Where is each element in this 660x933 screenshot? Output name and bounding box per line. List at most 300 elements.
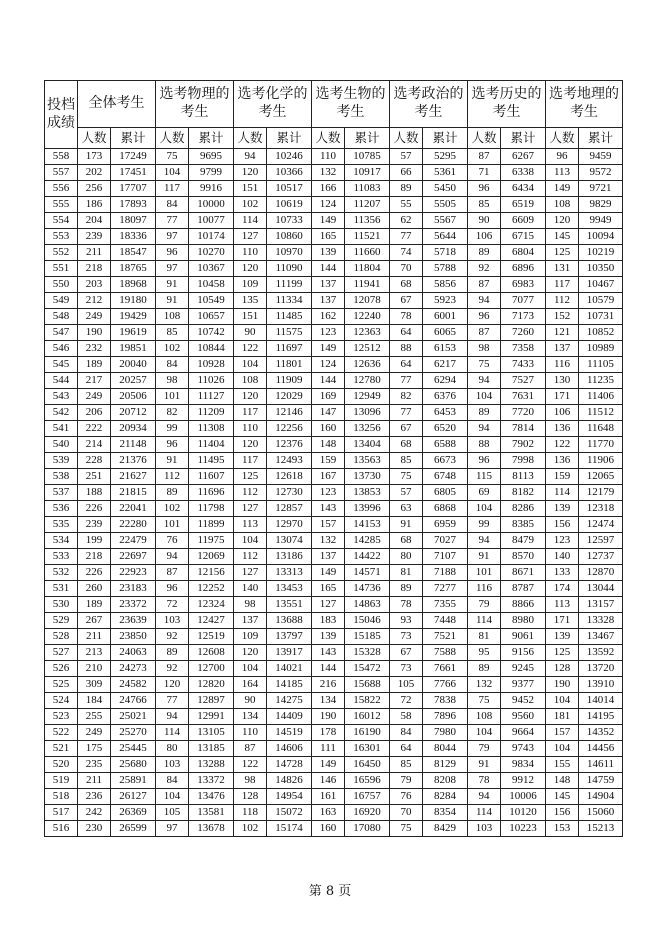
cell-biology-count: 162 — [312, 309, 345, 325]
group-header-all: 全体考生 — [78, 81, 156, 128]
cell-geography-count: 181 — [546, 709, 579, 725]
cell-history-cumulative: 7527 — [501, 373, 546, 389]
cell-score: 523 — [45, 709, 78, 725]
cell-history-cumulative: 8866 — [501, 597, 546, 613]
cell-chemistry-cumulative: 10733 — [267, 213, 312, 229]
cell-physics-cumulative: 11127 — [189, 389, 234, 405]
cell-geography-count: 145 — [546, 229, 579, 245]
cell-all-count: 230 — [78, 821, 111, 837]
cell-physics-count: 101 — [156, 517, 189, 533]
cell-biology-cumulative: 12512 — [345, 341, 390, 357]
cell-politics-count: 77 — [390, 229, 423, 245]
cell-politics-cumulative: 5505 — [423, 197, 468, 213]
cell-score: 554 — [45, 213, 78, 229]
cell-chemistry-count: 151 — [234, 309, 267, 325]
cell-history-cumulative: 9743 — [501, 741, 546, 757]
table-row — [45, 805, 623, 821]
table-row — [45, 421, 623, 437]
table-row — [45, 149, 623, 165]
cell-biology-cumulative: 10917 — [345, 165, 390, 181]
cell-all-count: 232 — [78, 341, 111, 357]
cell-physics-count: 120 — [156, 677, 189, 693]
cell-chemistry-count: 98 — [234, 773, 267, 789]
cell-score: 516 — [45, 821, 78, 837]
cell-biology-cumulative: 16920 — [345, 805, 390, 821]
header-row-subcolumns — [45, 128, 623, 149]
cell-physics-count: 94 — [156, 549, 189, 565]
cell-chemistry-count: 113 — [234, 517, 267, 533]
cell-all-count: 236 — [78, 789, 111, 805]
cell-physics-count: 96 — [156, 245, 189, 261]
cell-chemistry-count: 120 — [234, 389, 267, 405]
cell-all-count: 256 — [78, 181, 111, 197]
cell-history-cumulative: 8570 — [501, 549, 546, 565]
table-row — [45, 165, 623, 181]
cell-chemistry-count: 120 — [234, 261, 267, 277]
cell-geography-cumulative: 11406 — [579, 389, 623, 405]
cell-history-cumulative: 6609 — [501, 213, 546, 229]
cell-geography-count: 108 — [546, 197, 579, 213]
cell-physics-cumulative: 11209 — [189, 405, 234, 421]
cell-history-count: 94 — [468, 533, 501, 549]
cell-all-cumulative: 17893 — [111, 197, 156, 213]
cell-history-cumulative: 9156 — [501, 645, 546, 661]
cell-history-count: 116 — [468, 581, 501, 597]
cell-history-count: 89 — [468, 405, 501, 421]
cell-physics-cumulative: 12252 — [189, 581, 234, 597]
cell-all-cumulative: 20712 — [111, 405, 156, 421]
cell-chemistry-count: 125 — [234, 469, 267, 485]
cell-history-count: 94 — [468, 373, 501, 389]
cell-all-cumulative: 21376 — [111, 453, 156, 469]
cell-chemistry-count: 137 — [234, 613, 267, 629]
cell-physics-count: 96 — [156, 581, 189, 597]
cell-biology-cumulative: 11941 — [345, 277, 390, 293]
cell-politics-count: 68 — [390, 533, 423, 549]
cell-geography-count: 139 — [546, 629, 579, 645]
cell-biology-count: 146 — [312, 773, 345, 789]
cell-politics-cumulative: 7766 — [423, 677, 468, 693]
cell-politics-cumulative: 7107 — [423, 549, 468, 565]
cell-history-cumulative: 6896 — [501, 261, 546, 277]
table-row — [45, 197, 623, 213]
table-row — [45, 341, 623, 357]
cell-chemistry-cumulative: 12730 — [267, 485, 312, 501]
table-row — [45, 181, 623, 197]
cell-biology-cumulative: 16450 — [345, 757, 390, 773]
cell-chemistry-cumulative: 13551 — [267, 597, 312, 613]
cell-biology-cumulative: 14863 — [345, 597, 390, 613]
cell-all-cumulative: 23183 — [111, 581, 156, 597]
cell-history-cumulative: 8671 — [501, 565, 546, 581]
cell-biology-cumulative: 12363 — [345, 325, 390, 341]
cell-chemistry-count: 114 — [234, 213, 267, 229]
cell-geography-count: 149 — [546, 181, 579, 197]
cell-score: 543 — [45, 389, 78, 405]
cell-history-cumulative: 9912 — [501, 773, 546, 789]
cell-biology-cumulative: 14285 — [345, 533, 390, 549]
cell-geography-cumulative: 12179 — [579, 485, 623, 501]
group-header-politics: 选考政治的考生 — [390, 81, 468, 128]
cell-geography-count: 159 — [546, 469, 579, 485]
cell-score: 545 — [45, 357, 78, 373]
cell-biology-count: 149 — [312, 565, 345, 581]
cell-score: 558 — [45, 149, 78, 165]
cell-politics-cumulative: 8208 — [423, 773, 468, 789]
cell-all-cumulative: 20506 — [111, 389, 156, 405]
cell-biology-cumulative: 13096 — [345, 405, 390, 421]
cell-biology-count: 216 — [312, 677, 345, 693]
cell-history-count: 91 — [468, 549, 501, 565]
cell-score: 519 — [45, 773, 78, 789]
cell-geography-count: 139 — [546, 501, 579, 517]
cell-all-cumulative: 18968 — [111, 277, 156, 293]
cell-history-cumulative: 7173 — [501, 309, 546, 325]
cell-history-cumulative: 7631 — [501, 389, 546, 405]
cell-all-cumulative: 25021 — [111, 709, 156, 725]
cell-chemistry-cumulative: 10517 — [267, 181, 312, 197]
table-row — [45, 629, 623, 645]
cell-biology-count: 149 — [312, 213, 345, 229]
cell-history-count: 115 — [468, 469, 501, 485]
cell-physics-cumulative: 12700 — [189, 661, 234, 677]
cell-politics-cumulative: 7277 — [423, 581, 468, 597]
cell-history-count: 94 — [468, 421, 501, 437]
cell-politics-cumulative: 6959 — [423, 517, 468, 533]
cell-all-count: 211 — [78, 245, 111, 261]
cell-score: 544 — [45, 373, 78, 389]
cell-physics-count: 87 — [156, 565, 189, 581]
cell-physics-cumulative: 13288 — [189, 757, 234, 773]
cell-biology-count: 132 — [312, 165, 345, 181]
cell-politics-count: 81 — [390, 565, 423, 581]
cell-chemistry-count: 109 — [234, 277, 267, 293]
cell-politics-cumulative: 7838 — [423, 693, 468, 709]
cell-history-cumulative: 10223 — [501, 821, 546, 837]
subheader-count: 人数 — [546, 128, 579, 149]
cell-physics-cumulative: 12519 — [189, 629, 234, 645]
cell-history-count: 95 — [468, 645, 501, 661]
cell-history-cumulative: 7902 — [501, 437, 546, 453]
cell-politics-cumulative: 7588 — [423, 645, 468, 661]
cell-geography-count: 152 — [546, 309, 579, 325]
cell-all-cumulative: 22923 — [111, 565, 156, 581]
cell-all-cumulative: 18336 — [111, 229, 156, 245]
cell-physics-count: 92 — [156, 629, 189, 645]
cell-score: 534 — [45, 533, 78, 549]
cell-politics-count: 73 — [390, 629, 423, 645]
cell-politics-cumulative: 6376 — [423, 389, 468, 405]
cell-score: 526 — [45, 661, 78, 677]
cell-politics-count: 57 — [390, 149, 423, 165]
cell-biology-count: 137 — [312, 549, 345, 565]
cell-politics-cumulative: 8129 — [423, 757, 468, 773]
cell-all-cumulative: 19851 — [111, 341, 156, 357]
cell-history-count: 75 — [468, 693, 501, 709]
cell-history-count: 104 — [468, 389, 501, 405]
cell-geography-count: 128 — [546, 661, 579, 677]
cell-biology-count: 139 — [312, 629, 345, 645]
cell-politics-cumulative: 5450 — [423, 181, 468, 197]
cell-politics-count: 70 — [390, 805, 423, 821]
cell-history-cumulative: 7814 — [501, 421, 546, 437]
cell-politics-count: 57 — [390, 485, 423, 501]
cell-chemistry-count: 118 — [234, 805, 267, 821]
cell-geography-count: 113 — [546, 165, 579, 181]
cell-physics-cumulative: 13678 — [189, 821, 234, 837]
cell-politics-cumulative: 6153 — [423, 341, 468, 357]
cell-all-cumulative: 21627 — [111, 469, 156, 485]
cell-biology-count: 137 — [312, 277, 345, 293]
cell-physics-cumulative: 11026 — [189, 373, 234, 389]
cell-score: 548 — [45, 309, 78, 325]
cell-physics-count: 72 — [156, 597, 189, 613]
cell-all-cumulative: 19180 — [111, 293, 156, 309]
cell-history-count: 87 — [468, 277, 501, 293]
cell-biology-cumulative: 12949 — [345, 389, 390, 405]
cell-history-count: 90 — [468, 213, 501, 229]
cell-history-cumulative: 7433 — [501, 357, 546, 373]
group-header-history: 选考历史的考生 — [468, 81, 546, 128]
cell-chemistry-cumulative: 12029 — [267, 389, 312, 405]
cell-geography-cumulative: 12870 — [579, 565, 623, 581]
cell-all-count: 214 — [78, 437, 111, 453]
cell-all-count: 217 — [78, 373, 111, 389]
cell-history-count: 88 — [468, 437, 501, 453]
cell-politics-count: 91 — [390, 517, 423, 533]
table-row — [45, 789, 623, 805]
cell-biology-cumulative: 12078 — [345, 293, 390, 309]
cell-geography-cumulative: 14759 — [579, 773, 623, 789]
cell-geography-count: 136 — [546, 421, 579, 437]
cell-chemistry-cumulative: 12146 — [267, 405, 312, 421]
cell-physics-cumulative: 10270 — [189, 245, 234, 261]
cell-history-cumulative: 6983 — [501, 277, 546, 293]
cell-history-cumulative: 10120 — [501, 805, 546, 821]
cell-all-cumulative: 23639 — [111, 613, 156, 629]
cell-geography-cumulative: 13910 — [579, 677, 623, 693]
cell-all-cumulative: 23372 — [111, 597, 156, 613]
cell-geography-count: 136 — [546, 453, 579, 469]
cell-biology-cumulative: 15688 — [345, 677, 390, 693]
cell-history-cumulative: 8787 — [501, 581, 546, 597]
cell-politics-count: 75 — [390, 469, 423, 485]
cell-physics-cumulative: 12897 — [189, 693, 234, 709]
group-header-physics: 选考物理的考生 — [156, 81, 234, 128]
cell-history-cumulative: 7358 — [501, 341, 546, 357]
cell-chemistry-count: 98 — [234, 597, 267, 613]
cell-biology-count: 166 — [312, 181, 345, 197]
cell-geography-cumulative: 10989 — [579, 341, 623, 357]
cell-all-cumulative: 22479 — [111, 533, 156, 549]
cell-history-count: 87 — [468, 325, 501, 341]
cell-all-cumulative: 25270 — [111, 725, 156, 741]
cell-geography-cumulative: 9949 — [579, 213, 623, 229]
subheader-cumulative: 累计 — [345, 128, 390, 149]
cell-history-cumulative: 6434 — [501, 181, 546, 197]
cell-all-cumulative: 26127 — [111, 789, 156, 805]
cell-all-count: 213 — [78, 645, 111, 661]
cell-politics-cumulative: 7521 — [423, 629, 468, 645]
cell-geography-count: 171 — [546, 613, 579, 629]
cell-biology-cumulative: 17080 — [345, 821, 390, 837]
cell-politics-count: 82 — [390, 389, 423, 405]
cell-politics-count: 77 — [390, 373, 423, 389]
cell-history-count: 106 — [468, 229, 501, 245]
cell-all-cumulative: 24582 — [111, 677, 156, 693]
cell-history-count: 104 — [468, 501, 501, 517]
cell-score: 535 — [45, 517, 78, 533]
cell-physics-cumulative: 13105 — [189, 725, 234, 741]
cell-chemistry-count: 87 — [234, 741, 267, 757]
table-row — [45, 581, 623, 597]
cell-all-cumulative: 20934 — [111, 421, 156, 437]
cell-physics-count: 77 — [156, 693, 189, 709]
table-row — [45, 725, 623, 741]
cell-biology-count: 160 — [312, 821, 345, 837]
cell-politics-cumulative: 5718 — [423, 245, 468, 261]
cell-all-count: 199 — [78, 533, 111, 549]
cell-politics-count: 89 — [390, 581, 423, 597]
cell-all-cumulative: 20257 — [111, 373, 156, 389]
cell-geography-cumulative: 10579 — [579, 293, 623, 309]
cell-history-count: 94 — [468, 789, 501, 805]
cell-biology-cumulative: 15046 — [345, 613, 390, 629]
subheader-cumulative: 累计 — [189, 128, 234, 149]
cell-politics-count: 64 — [390, 741, 423, 757]
cell-geography-cumulative: 10852 — [579, 325, 623, 341]
cell-all-cumulative: 22041 — [111, 501, 156, 517]
cell-geography-cumulative: 10731 — [579, 309, 623, 325]
cell-all-count: 226 — [78, 565, 111, 581]
cell-all-cumulative: 22697 — [111, 549, 156, 565]
cell-chemistry-cumulative: 11909 — [267, 373, 312, 389]
cell-history-count: 114 — [468, 613, 501, 629]
cell-physics-count: 96 — [156, 437, 189, 453]
cell-politics-cumulative: 6453 — [423, 405, 468, 421]
cell-score: 556 — [45, 181, 78, 197]
table-row — [45, 229, 623, 245]
cell-physics-cumulative: 12991 — [189, 709, 234, 725]
cell-physics-cumulative: 10458 — [189, 277, 234, 293]
cell-geography-cumulative: 11770 — [579, 437, 623, 453]
cell-history-cumulative: 6804 — [501, 245, 546, 261]
cell-geography-cumulative: 13328 — [579, 613, 623, 629]
cell-politics-count: 73 — [390, 661, 423, 677]
cell-history-count: 79 — [468, 597, 501, 613]
cell-all-count: 173 — [78, 149, 111, 165]
cell-chemistry-cumulative: 10246 — [267, 149, 312, 165]
cell-score: 517 — [45, 805, 78, 821]
cell-chemistry-cumulative: 10860 — [267, 229, 312, 245]
cell-physics-count: 97 — [156, 821, 189, 837]
cell-history-count: 79 — [468, 741, 501, 757]
cell-score: 541 — [45, 421, 78, 437]
cell-history-cumulative: 8479 — [501, 533, 546, 549]
cell-biology-cumulative: 10785 — [345, 149, 390, 165]
cell-biology-cumulative: 11804 — [345, 261, 390, 277]
cell-physics-cumulative: 10928 — [189, 357, 234, 373]
cell-all-count: 242 — [78, 805, 111, 821]
cell-chemistry-cumulative: 12256 — [267, 421, 312, 437]
score-column-header: 投档成绩 — [45, 81, 78, 149]
cell-physics-count: 103 — [156, 757, 189, 773]
subheader-cumulative: 累计 — [501, 128, 546, 149]
cell-politics-count: 67 — [390, 421, 423, 437]
cell-biology-cumulative: 13256 — [345, 421, 390, 437]
cell-physics-count: 99 — [156, 421, 189, 437]
cell-geography-cumulative: 14456 — [579, 741, 623, 757]
cell-score: 529 — [45, 613, 78, 629]
cell-history-count: 98 — [468, 341, 501, 357]
cell-history-cumulative: 9452 — [501, 693, 546, 709]
cell-geography-cumulative: 10094 — [579, 229, 623, 245]
cell-politics-cumulative: 6001 — [423, 309, 468, 325]
cell-chemistry-count: 102 — [234, 821, 267, 837]
table-row — [45, 309, 623, 325]
cell-politics-count: 55 — [390, 197, 423, 213]
cell-score: 537 — [45, 485, 78, 501]
cell-chemistry-count: 104 — [234, 533, 267, 549]
cell-physics-cumulative: 9799 — [189, 165, 234, 181]
cell-all-count: 186 — [78, 197, 111, 213]
subheader-cumulative: 累计 — [423, 128, 468, 149]
table-row — [45, 517, 623, 533]
cell-geography-count: 104 — [546, 693, 579, 709]
cell-biology-cumulative: 15185 — [345, 629, 390, 645]
cell-all-count: 211 — [78, 773, 111, 789]
cell-politics-cumulative: 5567 — [423, 213, 468, 229]
cell-geography-count: 125 — [546, 645, 579, 661]
cell-all-count: 175 — [78, 741, 111, 757]
cell-history-count: 91 — [468, 757, 501, 773]
cell-chemistry-count: 120 — [234, 645, 267, 661]
cell-all-count: 189 — [78, 357, 111, 373]
cell-chemistry-cumulative: 10970 — [267, 245, 312, 261]
cell-physics-count: 104 — [156, 165, 189, 181]
cell-physics-cumulative: 11975 — [189, 533, 234, 549]
cell-physics-count: 85 — [156, 325, 189, 341]
cell-physics-cumulative: 12427 — [189, 613, 234, 629]
cell-history-cumulative: 7720 — [501, 405, 546, 421]
cell-geography-count: 123 — [546, 533, 579, 549]
cell-biology-cumulative: 14422 — [345, 549, 390, 565]
cell-geography-cumulative: 14904 — [579, 789, 623, 805]
cell-biology-count: 127 — [312, 597, 345, 613]
cell-all-count: 249 — [78, 389, 111, 405]
cell-score: 521 — [45, 741, 78, 757]
cell-history-cumulative: 7998 — [501, 453, 546, 469]
cell-chemistry-cumulative: 15174 — [267, 821, 312, 837]
cell-all-cumulative: 17249 — [111, 149, 156, 165]
table-row — [45, 261, 623, 277]
cell-physics-count: 101 — [156, 389, 189, 405]
cell-physics-count: 91 — [156, 277, 189, 293]
cell-politics-cumulative: 7188 — [423, 565, 468, 581]
cell-biology-cumulative: 16190 — [345, 725, 390, 741]
cell-politics-cumulative: 6868 — [423, 501, 468, 517]
cell-history-count: 71 — [468, 165, 501, 181]
cell-biology-count: 123 — [312, 325, 345, 341]
cell-chemistry-count: 104 — [234, 357, 267, 373]
cell-history-count: 114 — [468, 805, 501, 821]
cell-chemistry-count: 127 — [234, 229, 267, 245]
cell-geography-count: 137 — [546, 341, 579, 357]
cell-chemistry-count: 127 — [234, 501, 267, 517]
cell-all-count: 222 — [78, 421, 111, 437]
table-body — [45, 149, 623, 837]
cell-physics-cumulative: 11495 — [189, 453, 234, 469]
